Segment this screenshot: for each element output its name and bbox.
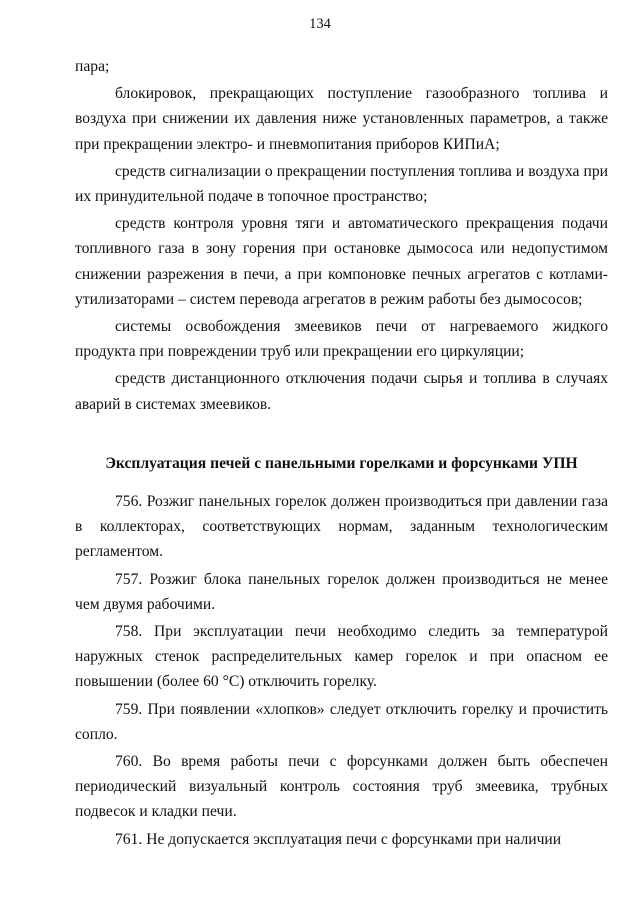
- paragraph-761: 761. Не допускается эксплуатация печи с форсунками при наличии: [115, 830, 562, 848]
- paragraph-757: 757. Розжиг блока панельных горелок должен производиться не менее чем двумя рабочими.: [75, 570, 608, 613]
- paragraph-top-3: средств контроля уровня тяги и автоматического прекращения подачи топливного газа в зону горения при остановке дымососа или недопустимом снижении разрежения в печи, а при компоновке печных агрегатов с котлами-утилизаторами – систем перевода агрегатов в режим работы без дымососов;: [75, 215, 608, 308]
- paragraph-760: 760. Во время работы печи с форсунками должен быть обеспечен периодический визуальный контроль состояния труб змеевика, трубных подвесок и кладки печи.: [75, 753, 608, 821]
- paragraph-top-0: пара;: [75, 58, 110, 75]
- paragraph-758: 758. При эксплуатации печи необходимо следить за температурой наружных стенок распределительных камер горелок и при опасном ее повышении (более 60 °C) отключить горелку.: [75, 623, 608, 691]
- paragraph-756: 756. Розжиг панельных горелок должен производиться при давлении газа в коллекторах, соответствующих нормам, заданным технологическим регламентом.: [75, 493, 608, 561]
- section-heading: Эксплуатация печей с панельными горелками и форсунками УПН: [105, 454, 578, 472]
- paragraph-top-5: средств дистанционного отключения подачи сырья и топлива в случаях аварий в системах змеевиков.: [75, 370, 608, 413]
- paragraph-top-4: системы освобождения змеевиков печи от нагреваемого жидкого продукта при повреждении труб или прекращении его циркуляции;: [75, 318, 608, 361]
- paragraph-top-1: блокировок, прекращающих поступление газообразного топлива и воздуха при снижении их давления ниже установленных параметров, а также при прекращении электро- и пневмопитания приборов КИПиА;: [75, 85, 608, 153]
- page-number: 134: [309, 16, 331, 32]
- paragraph-759: 759. При появлении «хлопков» следует отключить горелку и прочистить сопло.: [75, 700, 608, 743]
- document-body: [75, 54, 608, 852]
- paragraph-top-2: средств сигнализации о прекращении поступления топлива и воздуха при их принудительной подаче в топочное пространство;: [75, 162, 608, 206]
